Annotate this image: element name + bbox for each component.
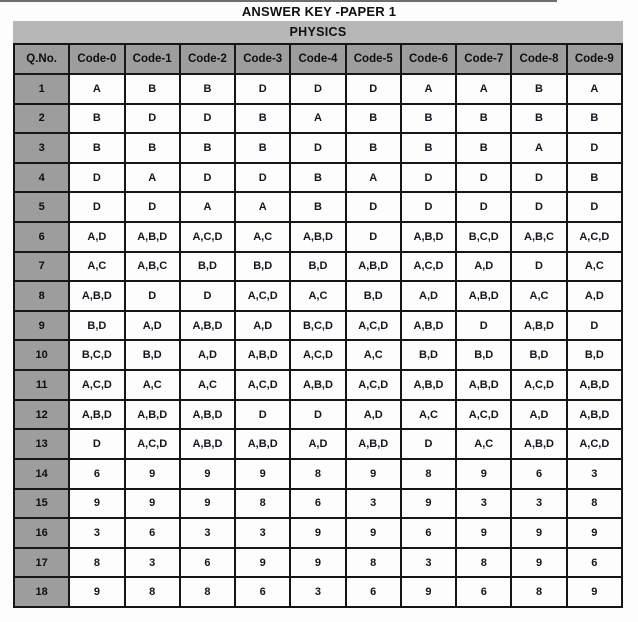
answer-cell: D bbox=[69, 163, 124, 193]
answer-cell: A,C,D bbox=[235, 281, 290, 311]
answer-cell: A,D bbox=[401, 281, 456, 311]
answer-cell: 6 bbox=[456, 577, 511, 607]
answer-cell: B bbox=[346, 133, 401, 163]
table-row bbox=[14, 429, 622, 459]
qno-cell: 3 bbox=[14, 133, 69, 163]
answer-cell: A,D bbox=[69, 222, 124, 252]
answer-cell: A,C,D bbox=[346, 311, 401, 341]
answer-cell: B,C,D bbox=[290, 311, 345, 341]
qno-cell: 4 bbox=[14, 163, 69, 193]
answer-cell: D bbox=[125, 192, 180, 222]
column-header: Code-7 bbox=[456, 44, 511, 74]
answer-cell: B bbox=[401, 104, 456, 134]
answer-cell: B bbox=[125, 133, 180, 163]
answer-cell: 9 bbox=[567, 577, 622, 607]
answer-cell: A,D bbox=[290, 429, 345, 459]
answer-cell: D bbox=[235, 163, 290, 193]
answer-cell: A,B,D bbox=[511, 429, 566, 459]
answer-cell: A,B,D bbox=[180, 429, 235, 459]
answer-cell: A,C,D bbox=[567, 429, 622, 459]
column-header: Code-2 bbox=[180, 44, 235, 74]
answer-cell: 3 bbox=[567, 459, 622, 489]
answer-cell: B bbox=[511, 74, 566, 104]
answer-cell: 9 bbox=[125, 459, 180, 489]
answer-cell: 9 bbox=[69, 489, 124, 519]
qno-cell: 16 bbox=[14, 518, 69, 548]
answer-cell: B bbox=[401, 133, 456, 163]
answer-cell: A,B,D bbox=[235, 340, 290, 370]
answer-cell: B bbox=[290, 163, 345, 193]
table-row bbox=[14, 370, 622, 400]
answer-cell: D bbox=[235, 400, 290, 430]
answer-cell: A,B,D bbox=[401, 311, 456, 341]
answer-cell: A,B,D bbox=[456, 281, 511, 311]
answer-cell: D bbox=[567, 192, 622, 222]
table-row bbox=[14, 340, 622, 370]
qno-cell: 18 bbox=[14, 577, 69, 607]
answer-cell: 8 bbox=[235, 489, 290, 519]
table-row bbox=[14, 489, 622, 519]
answer-cell: A,B,D bbox=[567, 400, 622, 430]
answer-cell: 8 bbox=[511, 577, 566, 607]
answer-cell: A,C,D bbox=[401, 252, 456, 282]
qno-cell: 6 bbox=[14, 222, 69, 252]
answer-cell: 6 bbox=[69, 459, 124, 489]
answer-cell: A bbox=[456, 74, 511, 104]
answer-cell: 9 bbox=[235, 459, 290, 489]
answer-cell: 3 bbox=[346, 489, 401, 519]
column-header: Code-9 bbox=[567, 44, 622, 74]
answer-cell: A,B,D bbox=[290, 370, 345, 400]
answer-cell: 6 bbox=[125, 518, 180, 548]
answer-cell: 9 bbox=[401, 489, 456, 519]
answer-cell: 3 bbox=[401, 548, 456, 578]
column-header: Code-0 bbox=[69, 44, 124, 74]
answer-cell: A bbox=[567, 74, 622, 104]
answer-cell: B,C,D bbox=[69, 340, 124, 370]
answer-cell: A bbox=[69, 74, 124, 104]
answer-key-table bbox=[13, 43, 623, 608]
answer-cell: B bbox=[456, 133, 511, 163]
answer-cell: D bbox=[180, 163, 235, 193]
qno-cell: 11 bbox=[14, 370, 69, 400]
answer-rows bbox=[14, 74, 622, 607]
answer-cell: A,D bbox=[567, 281, 622, 311]
answer-cell: D bbox=[290, 400, 345, 430]
answer-cell: D bbox=[456, 163, 511, 193]
answer-cell: D bbox=[180, 281, 235, 311]
answer-cell: 9 bbox=[456, 518, 511, 548]
answer-cell: A,C,D bbox=[125, 429, 180, 459]
answer-cell: A,C,D bbox=[567, 222, 622, 252]
answer-cell: A,B,D bbox=[125, 400, 180, 430]
column-header: Code-5 bbox=[346, 44, 401, 74]
answer-cell: B bbox=[235, 133, 290, 163]
qno-cell: 5 bbox=[14, 192, 69, 222]
section-header-physics: PHYSICS bbox=[13, 21, 623, 43]
answer-cell: A bbox=[125, 163, 180, 193]
answer-cell: B bbox=[180, 74, 235, 104]
answer-cell: D bbox=[125, 281, 180, 311]
column-header: Code-6 bbox=[401, 44, 456, 74]
answer-cell: 6 bbox=[567, 548, 622, 578]
answer-cell: 6 bbox=[180, 548, 235, 578]
answer-cell: D bbox=[69, 192, 124, 222]
answer-cell: A,C,D bbox=[290, 340, 345, 370]
answer-cell: 9 bbox=[567, 518, 622, 548]
answer-cell: A,C bbox=[69, 252, 124, 282]
answer-cell: D bbox=[180, 104, 235, 134]
answer-cell: A,D bbox=[180, 340, 235, 370]
answer-cell: 6 bbox=[290, 489, 345, 519]
answer-cell: A,B,D bbox=[125, 222, 180, 252]
table-row bbox=[14, 133, 622, 163]
answer-cell: 9 bbox=[511, 518, 566, 548]
answer-cell: 8 bbox=[290, 459, 345, 489]
qno-cell: 17 bbox=[14, 548, 69, 578]
answer-cell: D bbox=[456, 192, 511, 222]
column-header: Code-1 bbox=[125, 44, 180, 74]
answer-cell: 9 bbox=[346, 459, 401, 489]
qno-cell: 2 bbox=[14, 104, 69, 134]
answer-cell: A,D bbox=[346, 400, 401, 430]
answer-cell: D bbox=[456, 311, 511, 341]
answer-cell: A,C bbox=[456, 429, 511, 459]
answer-cell: A bbox=[401, 74, 456, 104]
answer-cell: A,B,D bbox=[567, 370, 622, 400]
answer-cell: D bbox=[401, 192, 456, 222]
answer-cell: A bbox=[180, 192, 235, 222]
answer-cell: A,D bbox=[511, 400, 566, 430]
answer-cell: 9 bbox=[401, 577, 456, 607]
answer-cell: D bbox=[511, 192, 566, 222]
answer-cell: B,C,D bbox=[456, 222, 511, 252]
answer-cell: A,B,D bbox=[235, 429, 290, 459]
answer-cell: 3 bbox=[125, 548, 180, 578]
answer-cell: 3 bbox=[69, 518, 124, 548]
answer-cell: B,D bbox=[180, 252, 235, 282]
answer-cell: A,C bbox=[346, 340, 401, 370]
answer-cell: B,D bbox=[401, 340, 456, 370]
answer-cell: B bbox=[69, 104, 124, 134]
qno-cell: 15 bbox=[14, 489, 69, 519]
column-header: Code-8 bbox=[511, 44, 566, 74]
answer-cell: 8 bbox=[401, 459, 456, 489]
answer-cell: 8 bbox=[69, 548, 124, 578]
answer-cell: A,C bbox=[511, 281, 566, 311]
answer-cell: D bbox=[511, 252, 566, 282]
answer-cell: B,D bbox=[125, 340, 180, 370]
answer-cell: B,D bbox=[511, 340, 566, 370]
answer-cell: 3 bbox=[456, 489, 511, 519]
answer-cell: A,B,D bbox=[456, 370, 511, 400]
answer-cell: 9 bbox=[346, 518, 401, 548]
qno-cell: 7 bbox=[14, 252, 69, 282]
answer-cell: B bbox=[567, 163, 622, 193]
answer-cell: 9 bbox=[235, 548, 290, 578]
table-row bbox=[14, 192, 622, 222]
answer-cell: A,B,D bbox=[401, 370, 456, 400]
answer-cell: A,C bbox=[235, 222, 290, 252]
qno-cell: 1 bbox=[14, 74, 69, 104]
answer-cell: A,C,D bbox=[69, 370, 124, 400]
answer-cell: D bbox=[346, 222, 401, 252]
qno-column-header: Q.No. bbox=[14, 44, 69, 74]
table-row bbox=[14, 459, 622, 489]
answer-cell: 9 bbox=[290, 518, 345, 548]
answer-cell: B bbox=[346, 104, 401, 134]
answer-cell: B bbox=[180, 133, 235, 163]
answer-cell: 6 bbox=[235, 577, 290, 607]
answer-cell: 6 bbox=[346, 577, 401, 607]
answer-cell: D bbox=[511, 163, 566, 193]
answer-cell: A,B,D bbox=[346, 252, 401, 282]
answer-cell: 8 bbox=[180, 577, 235, 607]
answer-cell: B bbox=[290, 192, 345, 222]
top-divider bbox=[0, 0, 557, 2]
table-row bbox=[14, 163, 622, 193]
answer-cell: 3 bbox=[511, 489, 566, 519]
answer-cell: 6 bbox=[401, 518, 456, 548]
answer-cell: B,D bbox=[69, 311, 124, 341]
table-row bbox=[14, 252, 622, 282]
answer-cell: A,C,D bbox=[235, 370, 290, 400]
header-row bbox=[14, 44, 622, 74]
answer-cell: A,C,D bbox=[346, 370, 401, 400]
answer-cell: A bbox=[511, 133, 566, 163]
answer-cell: A bbox=[346, 163, 401, 193]
qno-cell: 13 bbox=[14, 429, 69, 459]
column-header: Code-4 bbox=[290, 44, 345, 74]
answer-cell: A,B,D bbox=[69, 400, 124, 430]
answer-cell: D bbox=[401, 429, 456, 459]
answer-cell: 8 bbox=[456, 548, 511, 578]
answer-cell: A,C bbox=[567, 252, 622, 282]
answer-cell: A bbox=[235, 192, 290, 222]
answer-cell: A,B,D bbox=[290, 222, 345, 252]
qno-cell: 9 bbox=[14, 311, 69, 341]
table-row bbox=[14, 548, 622, 578]
answer-cell: D bbox=[346, 74, 401, 104]
answer-cell: D bbox=[125, 104, 180, 134]
answer-cell: 6 bbox=[511, 459, 566, 489]
answer-cell: A,B,D bbox=[401, 222, 456, 252]
answer-cell: A,D bbox=[235, 311, 290, 341]
answer-cell: A,B,D bbox=[180, 311, 235, 341]
table-row bbox=[14, 311, 622, 341]
page-title: ANSWER KEY -PAPER 1 bbox=[241, 4, 397, 19]
answer-cell: A bbox=[290, 104, 345, 134]
answer-cell: B bbox=[456, 104, 511, 134]
answer-cell: 3 bbox=[235, 518, 290, 548]
answer-cell: A,D bbox=[456, 252, 511, 282]
answer-cell: B,D bbox=[346, 281, 401, 311]
answer-cell: 3 bbox=[290, 577, 345, 607]
answer-cell: A,C bbox=[401, 400, 456, 430]
answer-cell: B bbox=[69, 133, 124, 163]
answer-cell: A,B,D bbox=[180, 400, 235, 430]
answer-cell: A,C bbox=[290, 281, 345, 311]
answer-cell: A,C,D bbox=[456, 400, 511, 430]
table-row bbox=[14, 74, 622, 104]
answer-cell: D bbox=[290, 74, 345, 104]
answer-cell: B,D bbox=[567, 340, 622, 370]
answer-cell: A,B,C bbox=[125, 252, 180, 282]
answer-cell: D bbox=[567, 311, 622, 341]
answer-cell: D bbox=[346, 192, 401, 222]
answer-cell: D bbox=[69, 429, 124, 459]
qno-cell: 14 bbox=[14, 459, 69, 489]
answer-cell: A,C bbox=[180, 370, 235, 400]
qno-cell: 12 bbox=[14, 400, 69, 430]
answer-cell: B bbox=[235, 104, 290, 134]
answer-cell: 9 bbox=[180, 489, 235, 519]
answer-cell: B,D bbox=[290, 252, 345, 282]
answer-cell: A,C bbox=[125, 370, 180, 400]
answer-cell: 8 bbox=[567, 489, 622, 519]
answer-cell: 9 bbox=[69, 577, 124, 607]
table-row bbox=[14, 400, 622, 430]
answer-cell: A,B,D bbox=[69, 281, 124, 311]
answer-cell: B bbox=[567, 104, 622, 134]
table-row bbox=[14, 518, 622, 548]
answer-cell: B bbox=[511, 104, 566, 134]
answer-cell: B,D bbox=[235, 252, 290, 282]
answer-cell: D bbox=[567, 133, 622, 163]
answer-cell: A,D bbox=[125, 311, 180, 341]
qno-cell: 8 bbox=[14, 281, 69, 311]
answer-cell: D bbox=[401, 163, 456, 193]
table-row bbox=[14, 577, 622, 607]
column-header: Code-3 bbox=[235, 44, 290, 74]
answer-cell: 9 bbox=[456, 459, 511, 489]
table-row bbox=[14, 281, 622, 311]
answer-cell: 8 bbox=[125, 577, 180, 607]
answer-cell: D bbox=[235, 74, 290, 104]
answer-cell: D bbox=[290, 133, 345, 163]
answer-cell: B bbox=[125, 74, 180, 104]
answer-cell: 9 bbox=[180, 459, 235, 489]
answer-cell: A,C,D bbox=[511, 370, 566, 400]
answer-cell: 8 bbox=[346, 548, 401, 578]
answer-cell: 3 bbox=[180, 518, 235, 548]
table-row bbox=[14, 104, 622, 134]
answer-cell: A,B,D bbox=[511, 311, 566, 341]
answer-cell: 9 bbox=[290, 548, 345, 578]
answer-cell: B,D bbox=[456, 340, 511, 370]
answer-cell: A,C,D bbox=[180, 222, 235, 252]
table-row bbox=[14, 222, 622, 252]
answer-cell: A,B,D bbox=[346, 429, 401, 459]
answer-cell: 9 bbox=[511, 548, 566, 578]
answer-cell: 9 bbox=[125, 489, 180, 519]
answer-cell: A,B,C bbox=[511, 222, 566, 252]
qno-cell: 10 bbox=[14, 340, 69, 370]
